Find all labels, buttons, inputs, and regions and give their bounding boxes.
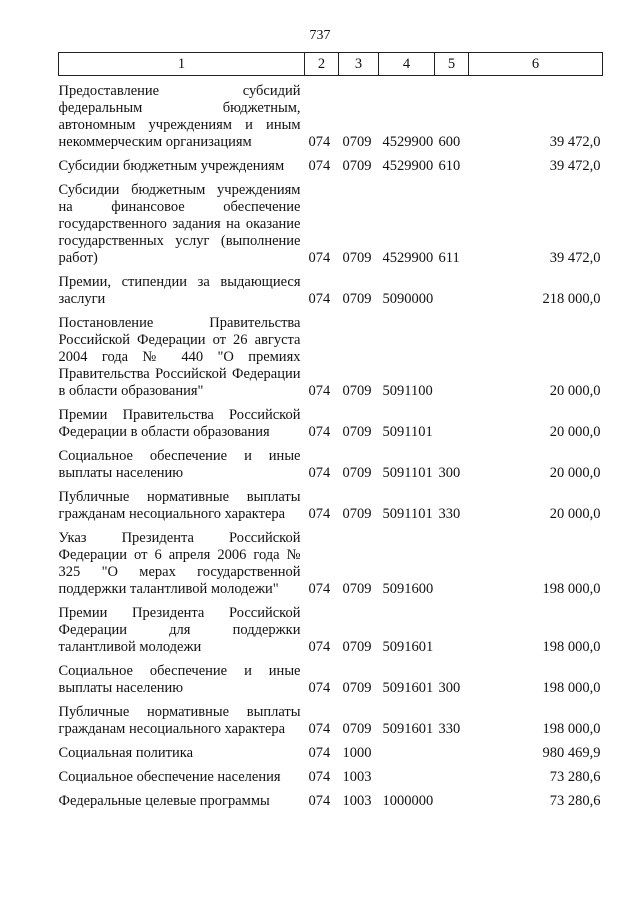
row-expense-type-code [435,400,469,441]
row-expense-type-code: 600 [438,134,461,150]
row-expense-type-code [435,738,469,762]
row-ministry-code: 074 [308,383,331,399]
row-expense-type-code: 300 [438,680,461,696]
row-section-code: 0709 [342,721,372,737]
row-ministry-code: 074 [308,745,331,761]
column-header-section: 3 [339,53,379,76]
row-ministry-code: 074 [308,291,331,307]
row-ministry-code: 074 [308,793,331,809]
table-row [59,656,603,697]
row-amount: 39 472,0 [549,250,601,266]
row-name: Субсидии бюджетным учреждениям [58,158,285,174]
row-expense-type-code [435,308,469,400]
row-section-code: 0709 [342,680,372,696]
table-row [59,441,603,482]
row-name: Премии Правительства Российской Федерации в области образования [58,407,301,440]
row-section-code: 0709 [342,250,372,266]
table-row [59,482,603,523]
table-row [59,76,603,152]
row-section-code: 0709 [342,506,372,522]
row-ministry-code: 074 [308,250,331,266]
row-section-code: 1000 [342,745,372,761]
row-name: Премии Президента Российской Федерации для поддержки талантливой молодежи [58,605,301,655]
row-ministry-code: 074 [308,721,331,737]
row-section-code: 1003 [342,769,372,785]
row-amount: 20 000,0 [549,506,601,522]
row-section-code: 0709 [342,134,372,150]
table-row [59,762,603,786]
row-article-code: 5091601 [382,680,434,696]
row-expense-type-code: 300 [438,465,461,481]
budget-table [58,52,603,810]
column-header-expense-type: 5 [435,53,469,76]
row-article-code: 5091601 [382,639,434,655]
row-amount: 73 280,6 [549,793,601,809]
row-ministry-code: 074 [308,769,331,785]
table-body [59,76,603,811]
row-section-code: 1003 [342,793,372,809]
row-ministry-code: 074 [308,158,331,174]
row-article-code [379,738,435,762]
row-article-code: 5091101 [382,506,433,522]
row-ministry-code: 074 [308,134,331,150]
row-expense-type-code [435,267,469,308]
row-amount: 198 000,0 [542,639,601,655]
row-name: Субсидии бюджетным учреждениям на финансовое обеспечение государственного задания на оказание государственных услуг (выполнение работ) [58,182,301,266]
row-expense-type-code [435,762,469,786]
column-header-name: 1 [59,53,305,76]
row-article-code: 5090000 [382,291,434,307]
row-amount: 980 469,9 [542,745,601,761]
row-expense-type-code [435,786,469,810]
row-name: Постановление Правительства Российской Федерации от 26 августа 2004 года № 440 "О премиях Правительства Российской Федерации в области образования" [58,315,301,399]
row-amount: 73 280,6 [549,769,601,785]
table-row [59,523,603,598]
table-row [59,598,603,656]
row-amount: 20 000,0 [549,465,601,481]
row-section-code: 0709 [342,291,372,307]
table-row [59,786,603,810]
row-name: Федеральные целевые программы [58,793,270,809]
row-name: Публичные нормативные выплаты гражданам несоциального характера [58,489,301,522]
row-amount: 198 000,0 [542,721,601,737]
row-article-code: 4529900 [382,158,434,174]
row-amount: 39 472,0 [549,134,601,150]
row-name: Указ Президента Российской Федерации от 6 апреля 2006 года № 325 "О мерах государственной поддержки талантливой молодежи" [58,530,301,597]
row-name: Социальное обеспечение и иные выплаты населению [58,448,301,481]
row-article-code: 5091600 [382,581,434,597]
row-expense-type-code [435,598,469,656]
table-row [59,151,603,175]
row-amount: 20 000,0 [549,383,601,399]
row-article-code: 5091100 [382,383,433,399]
row-name: Публичные нормативные выплаты гражданам несоциального характера [58,704,301,737]
row-name: Премии, стипендии за выдающиеся заслуги [58,274,301,307]
table-row [59,175,603,267]
row-article-code [379,762,435,786]
row-section-code: 0709 [342,639,372,655]
row-expense-type-code: 610 [438,158,461,174]
row-section-code: 0709 [342,465,372,481]
column-header-amount: 6 [469,53,603,76]
row-ministry-code: 074 [308,581,331,597]
row-ministry-code: 074 [308,424,331,440]
row-expense-type-code [435,523,469,598]
row-expense-type-code: 330 [438,721,461,737]
row-article-code: 1000000 [382,793,434,809]
header-row [59,53,603,76]
row-ministry-code: 074 [308,465,331,481]
table-row [59,738,603,762]
row-amount: 20 000,0 [549,424,601,440]
row-name: Социальное обеспечение населения [58,769,281,785]
row-name: Социальная политика [58,745,194,761]
row-ministry-code: 074 [308,639,331,655]
row-article-code: 5091101 [382,465,433,481]
row-expense-type-code: 611 [438,250,460,266]
row-expense-type-code: 330 [438,506,461,522]
column-header-article: 4 [379,53,435,76]
row-article-code: 5091101 [382,424,433,440]
table-header [59,53,603,76]
row-section-code: 0709 [342,581,372,597]
row-article-code: 4529900 [382,250,434,266]
page-number: 737 [309,28,331,43]
row-name: Социальное обеспечение и иные выплаты населению [58,663,301,696]
row-ministry-code: 074 [308,680,331,696]
row-section-code: 0709 [342,424,372,440]
table-row [59,267,603,308]
row-amount: 218 000,0 [542,291,601,307]
table-row [59,400,603,441]
row-name: Предоставление субсидий федеральным бюджетным, автономным учреждениям и иным некоммерческим организациям [58,83,301,150]
row-section-code: 0709 [342,158,372,174]
row-article-code: 5091601 [382,721,434,737]
row-ministry-code: 074 [308,506,331,522]
row-amount: 198 000,0 [542,581,601,597]
column-header-ministry: 2 [305,53,339,76]
table-row [59,308,603,400]
row-amount: 39 472,0 [549,158,601,174]
row-amount: 198 000,0 [542,680,601,696]
row-article-code: 4529900 [382,134,434,150]
table-row [59,697,603,738]
row-section-code: 0709 [342,383,372,399]
